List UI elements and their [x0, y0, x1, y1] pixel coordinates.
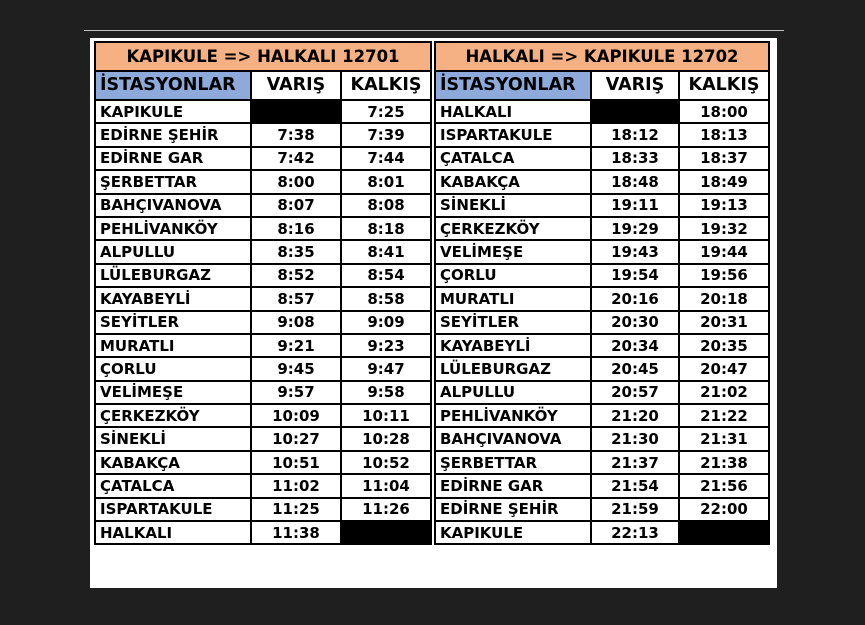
- station-cell: MURATLI: [95, 334, 251, 357]
- departure-cell: 10:52: [341, 451, 431, 474]
- table-row: [435, 451, 769, 474]
- table-row: [95, 474, 431, 497]
- table-row: [95, 381, 431, 404]
- arrival-cell: [591, 100, 679, 123]
- table-row: [435, 311, 769, 334]
- table-row: [435, 194, 769, 217]
- station-cell: EDİRNE GAR: [95, 147, 251, 170]
- table-row: [435, 240, 769, 263]
- table-row: [95, 194, 431, 217]
- departure-cell: 18:00: [679, 100, 769, 123]
- departure-cell: 8:01: [341, 170, 431, 193]
- departure-cell: 11:04: [341, 474, 431, 497]
- station-cell: ÇERKEZKÖY: [435, 217, 591, 240]
- station-cell: SEYİTLER: [95, 311, 251, 334]
- departure-cell: 21:56: [679, 474, 769, 497]
- departure-cell: 18:13: [679, 123, 769, 146]
- arrival-cell: 10:09: [251, 404, 341, 427]
- station-cell: LÜLEBURGAZ: [435, 357, 591, 380]
- table-row: [435, 521, 769, 544]
- departure-cell: 9:23: [341, 334, 431, 357]
- arrival-cell: 19:43: [591, 240, 679, 263]
- table-row: [435, 287, 769, 310]
- departure-cell: 7:25: [341, 100, 431, 123]
- station-cell: SİNEKLİ: [435, 194, 591, 217]
- arrival-cell: 20:57: [591, 381, 679, 404]
- departure-cell: 18:49: [679, 170, 769, 193]
- table-row: [435, 147, 769, 170]
- station-cell: ISPARTAKULE: [95, 498, 251, 521]
- table-row: [435, 100, 769, 123]
- arrival-cell: 8:16: [251, 217, 341, 240]
- arrival-cell: 9:08: [251, 311, 341, 334]
- station-cell: VELİMEŞE: [435, 240, 591, 263]
- route-title-right: HALKALI => KAPIKULE 12702: [435, 42, 769, 71]
- departure-cell: 8:54: [341, 264, 431, 287]
- rows-left: [95, 100, 431, 544]
- arrival-cell: 8:35: [251, 240, 341, 263]
- station-cell: KABAKÇA: [435, 170, 591, 193]
- table-row: [95, 170, 431, 193]
- station-cell: KAYABEYLİ: [435, 334, 591, 357]
- arrival-cell: 20:16: [591, 287, 679, 310]
- departure-cell: 18:37: [679, 147, 769, 170]
- arrival-cell: [251, 100, 341, 123]
- station-cell: SEYİTLER: [435, 311, 591, 334]
- table-row: [435, 123, 769, 146]
- station-cell: BAHÇIVANOVA: [435, 427, 591, 450]
- arrival-cell: 21:20: [591, 404, 679, 427]
- table-row: [95, 521, 431, 544]
- arrival-cell: 10:51: [251, 451, 341, 474]
- arrival-cell: 20:45: [591, 357, 679, 380]
- arrival-cell: 9:21: [251, 334, 341, 357]
- station-cell: ÇATALCA: [95, 474, 251, 497]
- departure-cell: 20:31: [679, 311, 769, 334]
- departure-cell: 19:13: [679, 194, 769, 217]
- arrival-cell: 11:38: [251, 521, 341, 544]
- station-cell: LÜLEBURGAZ: [95, 264, 251, 287]
- station-cell: KAYABEYLİ: [95, 287, 251, 310]
- departure-cell: 8:08: [341, 194, 431, 217]
- table-row: [95, 427, 431, 450]
- arrival-cell: 21:30: [591, 427, 679, 450]
- table-row: [435, 217, 769, 240]
- arrival-cell: 18:48: [591, 170, 679, 193]
- station-cell: KABAKÇA: [95, 451, 251, 474]
- departure-cell: 10:11: [341, 404, 431, 427]
- table-row: [435, 474, 769, 497]
- arrival-cell: 18:33: [591, 147, 679, 170]
- header-arrival: VARIŞ: [591, 71, 679, 100]
- station-cell: EDİRNE ŞEHİR: [435, 498, 591, 521]
- station-cell: SİNEKLİ: [95, 427, 251, 450]
- station-cell: VELİMEŞE: [95, 381, 251, 404]
- station-cell: MURATLI: [435, 287, 591, 310]
- arrival-cell: 9:57: [251, 381, 341, 404]
- station-cell: BAHÇIVANOVA: [95, 194, 251, 217]
- arrival-cell: 7:38: [251, 123, 341, 146]
- departure-cell: 9:09: [341, 311, 431, 334]
- station-cell: EDİRNE ŞEHİR: [95, 123, 251, 146]
- station-cell: PEHLİVANKÖY: [95, 217, 251, 240]
- station-cell: KAPIKULE: [95, 100, 251, 123]
- table-row: [95, 311, 431, 334]
- arrival-cell: 18:12: [591, 123, 679, 146]
- table-row: [95, 217, 431, 240]
- arrival-cell: 21:59: [591, 498, 679, 521]
- departure-cell: 10:28: [341, 427, 431, 450]
- station-cell: ŞERBETTAR: [95, 170, 251, 193]
- table-row: [95, 287, 431, 310]
- arrival-cell: 9:45: [251, 357, 341, 380]
- station-cell: ISPARTAKULE: [435, 123, 591, 146]
- arrival-cell: 20:34: [591, 334, 679, 357]
- departure-cell: 9:58: [341, 381, 431, 404]
- arrival-cell: 8:07: [251, 194, 341, 217]
- table-row: [435, 381, 769, 404]
- table-row: [95, 123, 431, 146]
- departure-cell: 7:44: [341, 147, 431, 170]
- timetable-left: [94, 41, 432, 545]
- station-cell: HALKALI: [95, 521, 251, 544]
- arrival-cell: 8:57: [251, 287, 341, 310]
- table-row: [435, 404, 769, 427]
- station-cell: PEHLİVANKÖY: [435, 404, 591, 427]
- station-cell: KAPIKULE: [435, 521, 591, 544]
- table-row: [95, 404, 431, 427]
- arrival-cell: 19:11: [591, 194, 679, 217]
- departure-cell: 7:39: [341, 123, 431, 146]
- station-cell: ÇORLU: [435, 264, 591, 287]
- station-cell: HALKALI: [435, 100, 591, 123]
- departure-cell: 21:02: [679, 381, 769, 404]
- departure-cell: 21:31: [679, 427, 769, 450]
- station-cell: ŞERBETTAR: [435, 451, 591, 474]
- table-row: [95, 451, 431, 474]
- departure-cell: 21:22: [679, 404, 769, 427]
- table-row: [435, 357, 769, 380]
- arrival-cell: 21:54: [591, 474, 679, 497]
- station-cell: ALPULLU: [435, 381, 591, 404]
- header-departure: KALKIŞ: [679, 71, 769, 100]
- table-row: [435, 498, 769, 521]
- arrival-cell: 11:25: [251, 498, 341, 521]
- departure-cell: 9:47: [341, 357, 431, 380]
- station-cell: ÇORLU: [95, 357, 251, 380]
- arrival-cell: 11:02: [251, 474, 341, 497]
- departure-cell: 11:26: [341, 498, 431, 521]
- table-row: [95, 264, 431, 287]
- arrival-cell: 21:37: [591, 451, 679, 474]
- header-arrival: VARIŞ: [251, 71, 341, 100]
- departure-cell: 20:18: [679, 287, 769, 310]
- departure-cell: 19:56: [679, 264, 769, 287]
- top-divider-line: [84, 30, 784, 31]
- table-row: [435, 334, 769, 357]
- station-cell: ÇERKEZKÖY: [95, 404, 251, 427]
- header-stations: İSTASYONLAR: [435, 71, 591, 100]
- departure-cell: [341, 521, 431, 544]
- arrival-cell: 20:30: [591, 311, 679, 334]
- departure-cell: 22:00: [679, 498, 769, 521]
- table-row: [435, 427, 769, 450]
- departure-cell: [679, 521, 769, 544]
- arrival-cell: 8:00: [251, 170, 341, 193]
- table-row: [95, 357, 431, 380]
- arrival-cell: 8:52: [251, 264, 341, 287]
- departure-cell: 8:41: [341, 240, 431, 263]
- table-row: [435, 170, 769, 193]
- table-row: [95, 100, 431, 123]
- station-cell: ÇATALCA: [435, 147, 591, 170]
- departure-cell: 19:32: [679, 217, 769, 240]
- table-row: [95, 240, 431, 263]
- table-row: [435, 264, 769, 287]
- departure-cell: 8:58: [341, 287, 431, 310]
- table-row: [95, 147, 431, 170]
- arrival-cell: 7:42: [251, 147, 341, 170]
- station-cell: EDİRNE GAR: [435, 474, 591, 497]
- station-cell: ALPULLU: [95, 240, 251, 263]
- header-departure: KALKIŞ: [341, 71, 431, 100]
- departure-cell: 19:44: [679, 240, 769, 263]
- departure-cell: 20:35: [679, 334, 769, 357]
- departure-cell: 8:18: [341, 217, 431, 240]
- timetable-right: [434, 41, 770, 545]
- departure-cell: 21:38: [679, 451, 769, 474]
- timetable-sheet: [90, 38, 777, 588]
- route-title-left: KAPIKULE => HALKALI 12701: [95, 42, 431, 71]
- header-stations: İSTASYONLAR: [95, 71, 251, 100]
- rows-right: [435, 100, 769, 544]
- table-row: [95, 334, 431, 357]
- arrival-cell: 19:29: [591, 217, 679, 240]
- arrival-cell: 22:13: [591, 521, 679, 544]
- table-row: [95, 498, 431, 521]
- arrival-cell: 10:27: [251, 427, 341, 450]
- departure-cell: 20:47: [679, 357, 769, 380]
- arrival-cell: 19:54: [591, 264, 679, 287]
